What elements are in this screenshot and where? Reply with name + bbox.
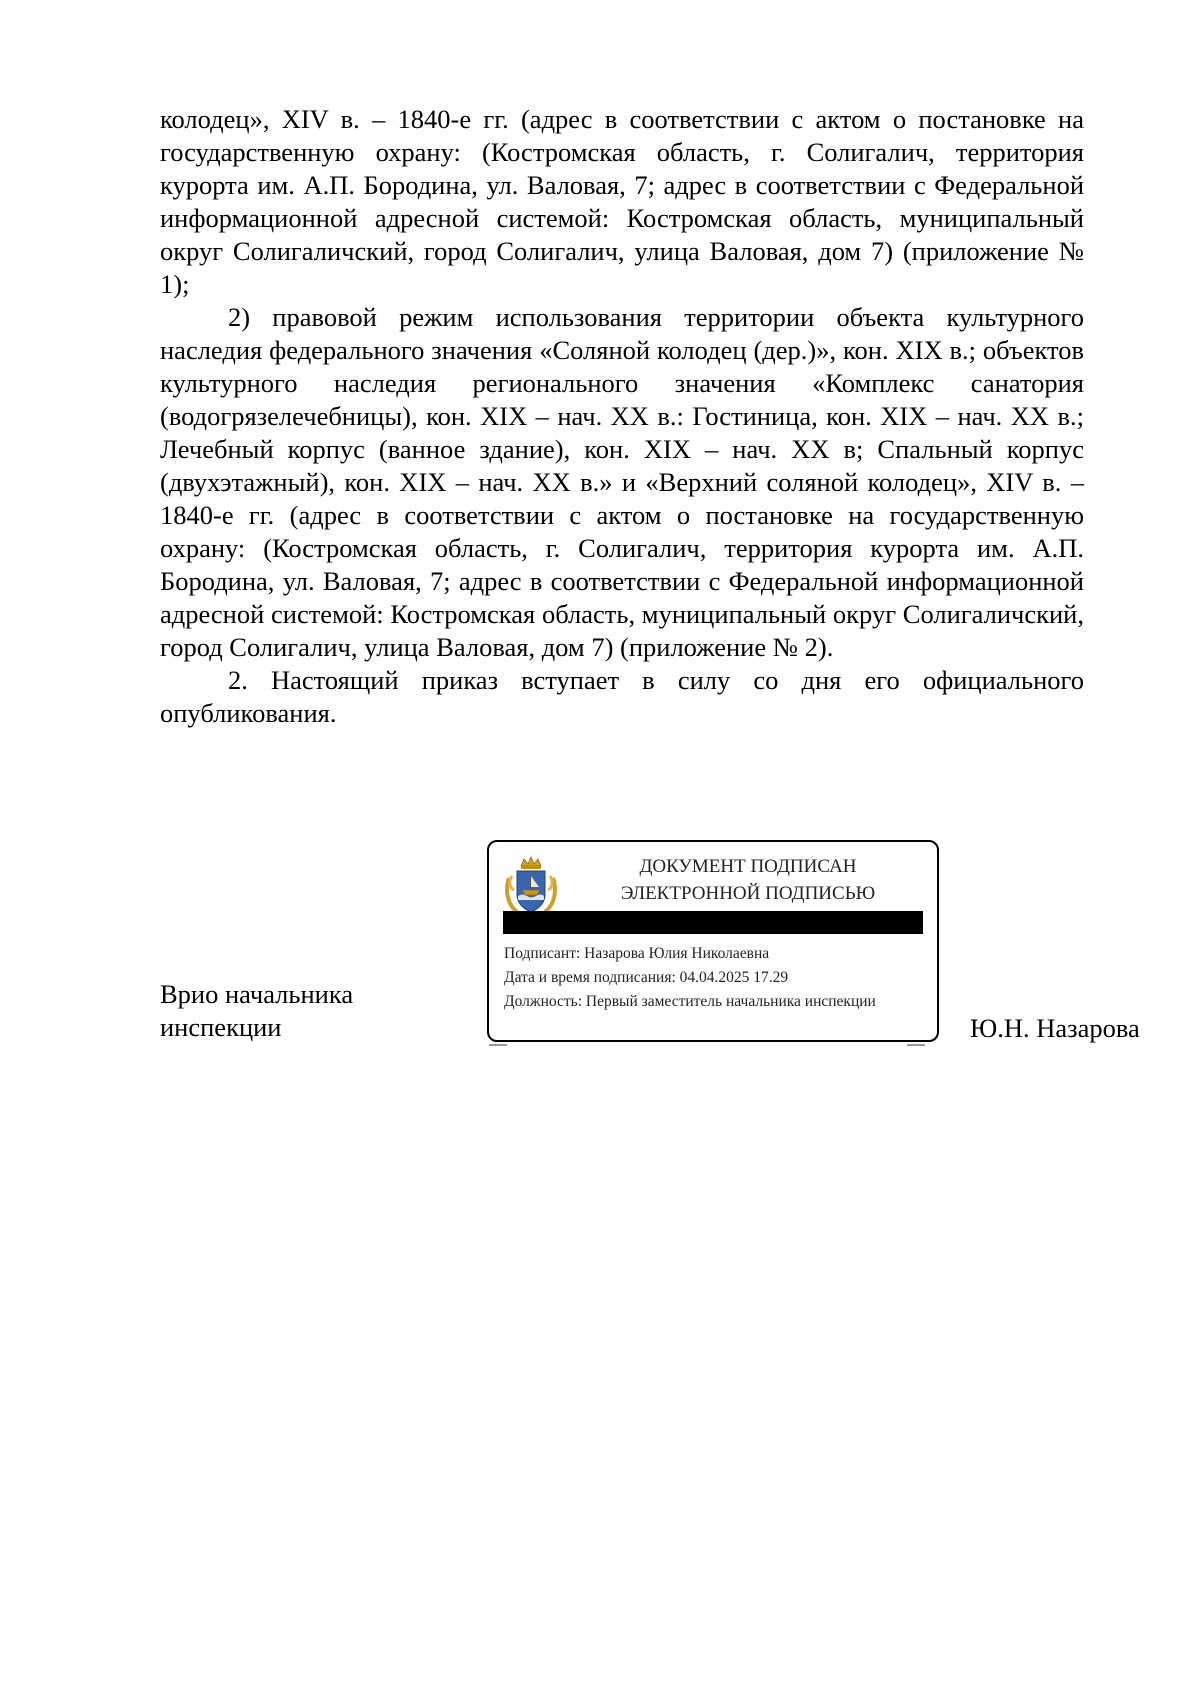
paragraph-address-continued: колодец», XIV в. – 1840-е гг. (адрес в соответствии с актом о постановке на государственную охрану: (Костромская область, г. Солигалич, территория курорта им. А.П. Бородина, ул. Валовая, 7; адрес в соответствии с Федеральной информационной адресной системой: Костромская область, муниципальный округ Солигаличский, город Солигалич, улица Валовая, дом 7) (приложение № 1); [160, 104, 1084, 299]
signatory-position-line2: инспекции [160, 1012, 282, 1042]
signatory-position-line1: Врио начальника [160, 979, 354, 1009]
signatory-position [160, 978, 353, 1044]
signatory-name: Ю.Н. Назарова [970, 1013, 1140, 1043]
electronic-signature-stamp [487, 840, 939, 1042]
paragraph-effective-date: 2. Настоящий приказ вступает в силу со дня его официального опубликования. [160, 665, 1084, 728]
certificate-redaction-bar [503, 911, 923, 934]
stamp-position: Должность: Первый заместитель начальника инспекции [504, 993, 876, 1010]
stamp-corner-mark [907, 1044, 925, 1046]
stamp-details [504, 942, 876, 1014]
stamp-corner-mark [489, 1044, 507, 1046]
stamp-datetime: Дата и время подписания: 04.04.2025 17.29 [504, 969, 789, 986]
stamp-header-line1: ДОКУМЕНТ ПОДПИСАН [639, 856, 857, 877]
document-body [160, 103, 1084, 730]
stamp-header [569, 853, 927, 907]
stamp-header-line2: ЭЛЕКТРОННОЙ ПОДПИСЬЮ [620, 883, 876, 904]
stamp-signer: Подписант: Назарова Юлия Николаевна [504, 945, 770, 962]
paragraph-legal-regime: 2) правовой режим использования территории объекта культурного наследия федерального значения «Соляной колодец (дер.)», кон. XIX в.; объектов культурного наследия регионального значения «Комплекс санатория (водогрязелечебницы), кон. XIX – нач. XX в.: Гостиница, кон. XIX – нач. XX в.; Лечебный корпус (ванное здание), кон. XIX – нач. XX в; Спальный корпус (двухэтажный), кон. XIX – нач. XX в.» и «Верхний соляной колодец», XIV в. – 1840-е гг. (адрес в соответствии с актом о постановке на государственную охрану: (Костромская область, г. Солигалич, территория курорта им. А.П. Бородина, ул. Валовая, 7; адрес в соответствии с Федеральной информационной адресной системой: Костромская область, муниципальный округ Солигаличский, город Солигалич, улица Валовая, дом 7) (приложение № 2). [160, 302, 1084, 662]
